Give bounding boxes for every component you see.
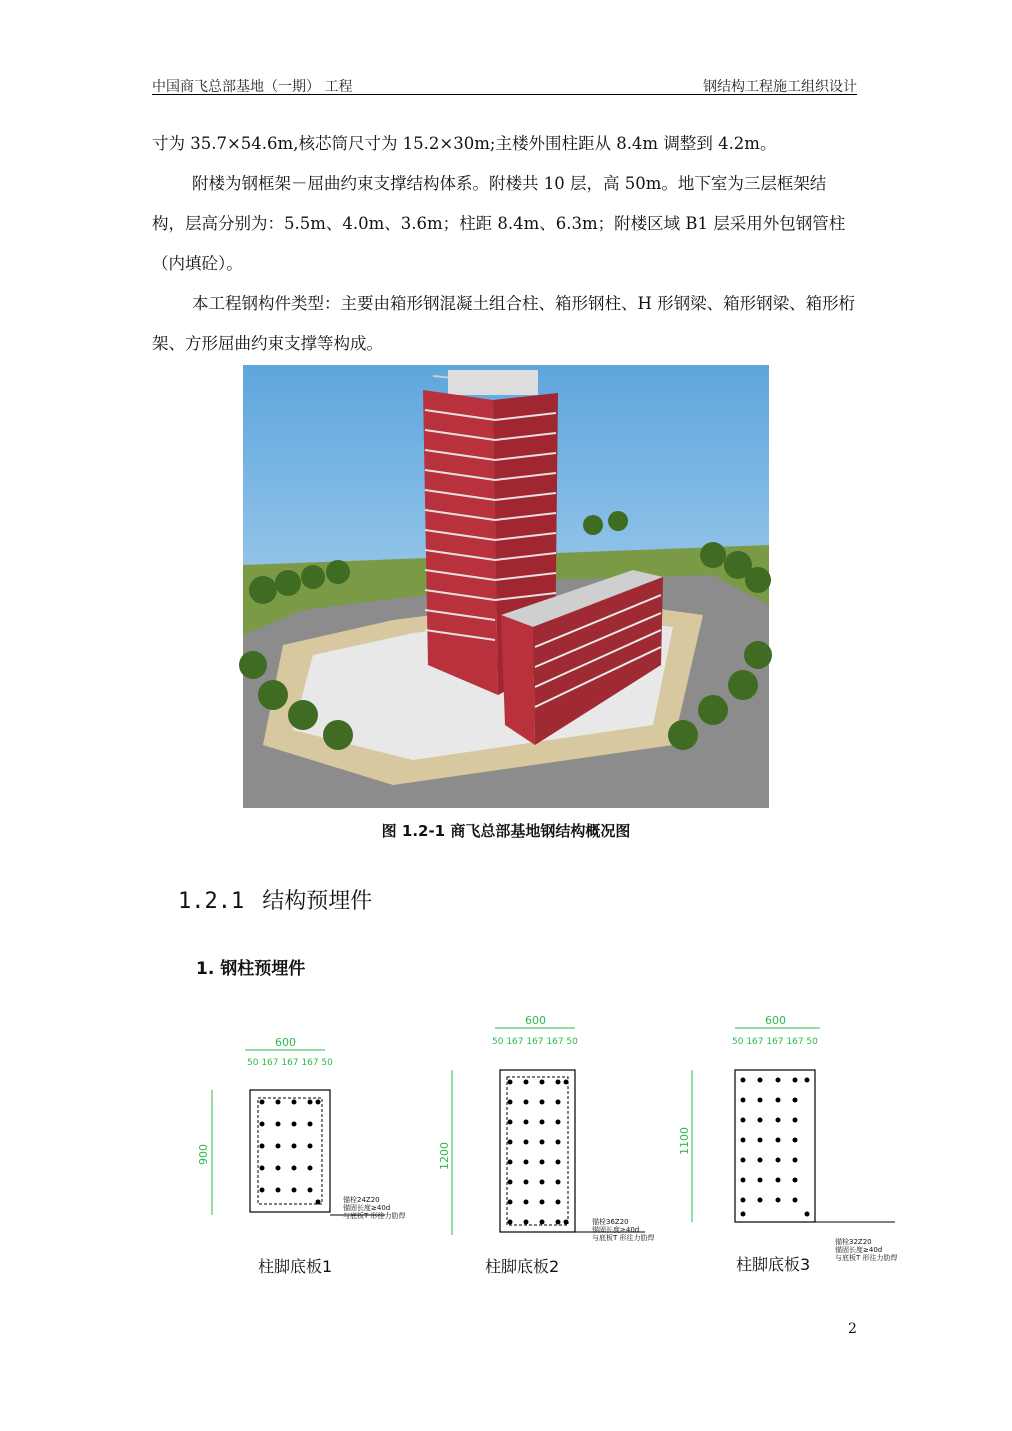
plate-3-note-1: 锚栓32Z20: [835, 1238, 872, 1246]
plate-2-width: 600: [525, 1014, 546, 1027]
plate-3-note-2: 锚固长度≥40d: [835, 1246, 883, 1254]
plate-1-note-1: 锚栓24Z20: [343, 1196, 380, 1204]
building-rendering-image: [243, 365, 769, 808]
paragraph-3: [152, 284, 858, 364]
base-plate-drawing-1: [195, 1025, 390, 1225]
plate-1-height: 900: [197, 1144, 210, 1165]
section-number: 1.2.1: [178, 889, 245, 914]
plate-1-note-2: 锚固长度≥40d: [343, 1204, 391, 1212]
plate-2-spacing-top: 50 167 167 167 50: [492, 1037, 578, 1047]
plate-1-spacing-top: 50 167 167 167 50: [247, 1058, 333, 1068]
page-number: 2: [848, 1321, 857, 1337]
plate-2-note-1: 锚栓36Z20: [592, 1218, 629, 1226]
plate-3-note-3: 与底板T 形往力肋焊: [835, 1254, 898, 1262]
paragraph-2-text: 附楼为钢框架－屈曲约束支撑结构体系。附楼共 10 层，高 50m。地下室为三层框架结构，层高分别为：5.5m、4.0m、3.6m；柱距 8.4m、6.3m；附楼区域 B1 层采用外包钢管柱（内填砼）。: [152, 174, 846, 273]
base-plate-drawing-3: [680, 1010, 900, 1240]
base-plate-drawing-2: [440, 1010, 650, 1240]
plate-2-note-3: 与底板T 形往力肋焊: [592, 1234, 655, 1242]
paragraph-2: [152, 164, 858, 284]
plate-3-height: 1100: [678, 1127, 691, 1155]
section-heading: [178, 884, 372, 915]
paragraph-3-text: 本工程钢构件类型：主要由箱形钢混凝土组合柱、箱形钢柱、H 形钢梁、箱形钢梁、箱形桁架、方形屈曲约束支撑等构成。: [152, 294, 856, 353]
plate-2-note-2: 锚固长度≥40d: [592, 1226, 640, 1234]
plate-3-spacing-top: 50 167 167 167 50: [732, 1037, 818, 1047]
paragraph-1: 寸为 35.7×54.6m,核芯筒尺寸为 15.2×30m;主楼外围柱距从 8.4m 调整到 4.2m。: [152, 134, 777, 153]
header-rule: [152, 94, 857, 95]
section-title: 结构预埋件: [262, 889, 373, 914]
plate-3-label: 柱脚底板3: [736, 1255, 811, 1274]
header-left: 中国商飞总部基地（一期） 工程: [152, 79, 353, 95]
plate-1-label: 柱脚底板1: [258, 1257, 333, 1276]
header-right: 钢结构工程施工组织设计: [703, 79, 857, 95]
plate-1-width: 600: [275, 1036, 296, 1049]
plate-2-label: 柱脚底板2: [485, 1257, 560, 1276]
subsection-heading: 1. 钢柱预埋件: [196, 959, 306, 979]
plate-2-height: 1200: [438, 1142, 451, 1170]
plate-3-width: 600: [765, 1014, 786, 1027]
figure-caption: 图 1.2-1 商飞总部基地钢结构概况图: [381, 822, 631, 840]
plate-1-note-3: 与底板T 形往力肋焊: [343, 1212, 406, 1220]
